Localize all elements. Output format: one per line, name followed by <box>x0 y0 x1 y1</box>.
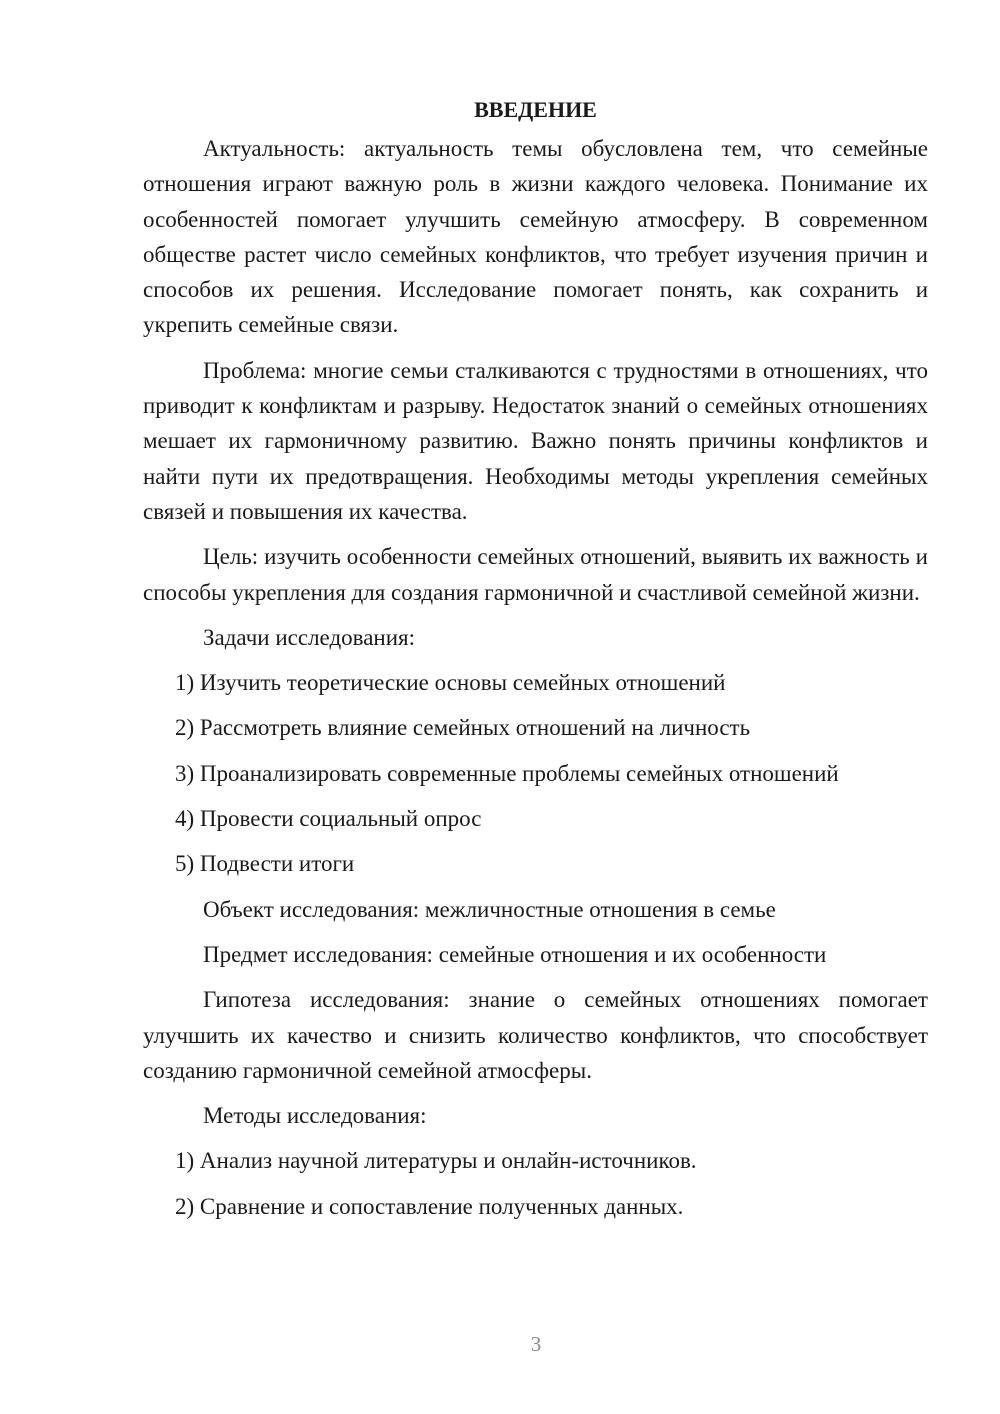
hypothesis-paragraph: Гипотеза исследования: знание о семейных отношениях помогает улучшить их качество и снизить количество конфликтов, что способствует созданию гармоничной семейной атмосферы. <box>143 987 928 1083</box>
method-item-1: 1) Анализ научной литературы и онлайн-источников. <box>175 1148 697 1174</box>
task-item-2: 2) Рассмотреть влияние семейных отношений на личность <box>175 715 751 741</box>
task-item-4: 4) Провести социальный опрос <box>175 806 482 832</box>
page-number: 3 <box>530 1332 542 1356</box>
methods-heading: Методы исследования: <box>203 1103 427 1129</box>
section-title: ВВЕДЕНИЕ <box>474 97 597 122</box>
relevance-paragraph: Актуальность: актуальность темы обусловлена тем, что семейные отношения играют важную роль в жизни каждого человека. Понимание их особенностей помогает улучшить семейную атмосферу. В современном обществе растет число семейных конфликтов, что требует изучения причин и способов их решения. Исследование помогает понять, как сохранить и укрепить семейные связи. <box>143 136 928 338</box>
task-item-3: 3) Проанализировать современные проблемы семейных отношений <box>175 760 839 786</box>
page-content <box>143 92 928 1234</box>
goal-paragraph: Цель: изучить особенности семейных отношений, выявить их важность и способы укрепления для создания гармоничной и счастливой семейной жизни. <box>143 544 928 605</box>
research-subject: Предмет исследования: семейные отношения и их особенности <box>203 941 827 967</box>
tasks-heading: Задачи исследования: <box>203 624 416 650</box>
method-item-2: 2) Сравнение и сопоставление полученных данных. <box>175 1193 684 1219</box>
problem-paragraph: Проблема: многие семьи сталкиваются с трудностями в отношениях, что приводит к конфликтам и разрыву. Недостаток знаний о семейных отношениях мешает их гармоничному развитию. Важно понять причины конфликтов и найти пути их предотвращения. Необходимы методы укрепления семейных связей и повышения их качества. <box>143 357 928 524</box>
task-item-5: 5) Подвести итоги <box>175 851 355 877</box>
task-item-1: 1) Изучить теоретические основы семейных отношений <box>175 670 726 696</box>
research-object: Объект исследования: межличностные отношения в семье <box>203 896 776 922</box>
